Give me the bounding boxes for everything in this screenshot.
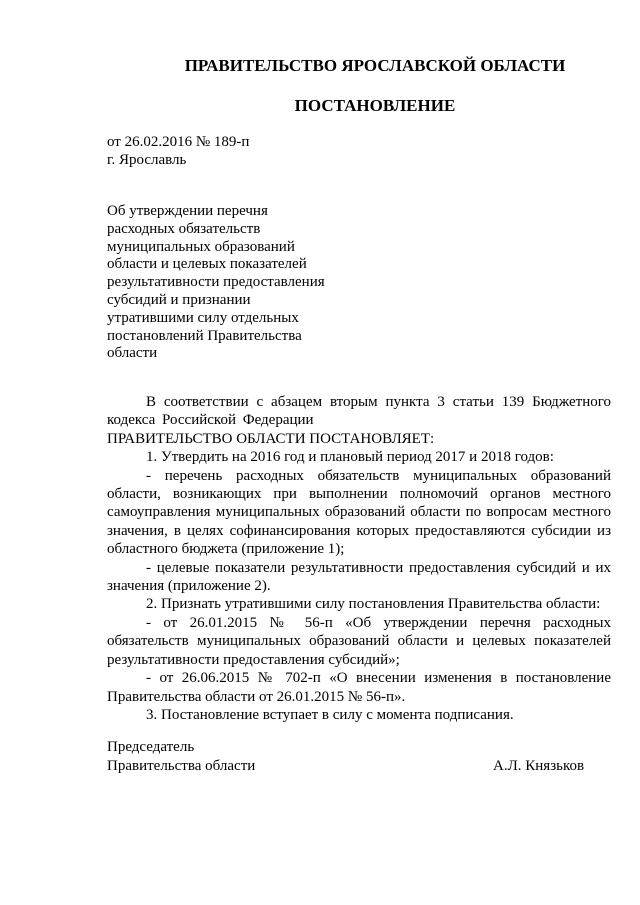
item-1: 1. Утвердить на 2016 год и плановый период 2017 и 2018 годов: [146,449,554,466]
item-1-b: - целевые показатели результативности предоставления субсидий и их значения (приложение 2). [107,559,611,595]
subject-line: Об утверждении перечня [107,203,268,219]
city: г. Ярославль [107,152,187,168]
preamble: В соответствии с абзацем вторым пункта 3 статьи 139 Бюджетного кодекса Российской Федерации [107,394,611,429]
subject-line: области и целевых показателей [107,256,307,273]
subject-line: результативности предоставления [107,274,325,291]
signer-name: А.Л. Князьков [493,758,585,774]
subject-line: муниципальных образований [107,238,295,255]
item-2-b: - от 26.06.2015 № 702-п «О внесении изменения в постановление Правительства области от 26.01.2015 № 56-п». [107,670,611,705]
subject-line: утратившими силу отдельных [107,309,299,326]
subject-line: области [107,345,158,362]
resolution-statement: ПРАВИТЕЛЬСТВО ОБЛАСТИ ПОСТАНОВЛЯЕТ: [107,430,435,447]
item-2: 2. Признать утратившими силу постановления Правительства области: [146,596,601,613]
signer-position-line1: Председатель [107,739,195,755]
subject-line: расходных обязательств [107,220,261,237]
item-1-a: - перечень расходных обязательств муниципальных образований области, возникающих при выполнении полномочий органов местного самоуправления муниципальных образований области по вопросам местного значения, в целях софинансирования которых предоставляются субсидии из областного бюджета (приложение 1); [107,467,611,558]
document-body [107,393,611,724]
subject-line: постановлений Правительства [107,327,302,344]
document-type: ПОСТАНОВЛЕНИЕ [294,96,456,115]
item-2-a: - от 26.01.2015 № 56-п «Об утверждении перечня расходных обязательств муниципальных образований области и целевых показателей результативности предоставления субсидий»; [107,614,611,668]
subject-line: субсидий и признании [107,291,251,308]
document-subject [107,203,347,363]
signer-position-line2: Правительства области [107,758,256,774]
item-3: 3. Постановление вступает в силу с момента подписания. [146,706,514,723]
date-number: от 26.02.2016 № 189-п [107,134,250,150]
government-title: ПРАВИТЕЛЬСТВО ЯРОСЛАВСКОЙ ОБЛАСТИ [184,56,566,75]
